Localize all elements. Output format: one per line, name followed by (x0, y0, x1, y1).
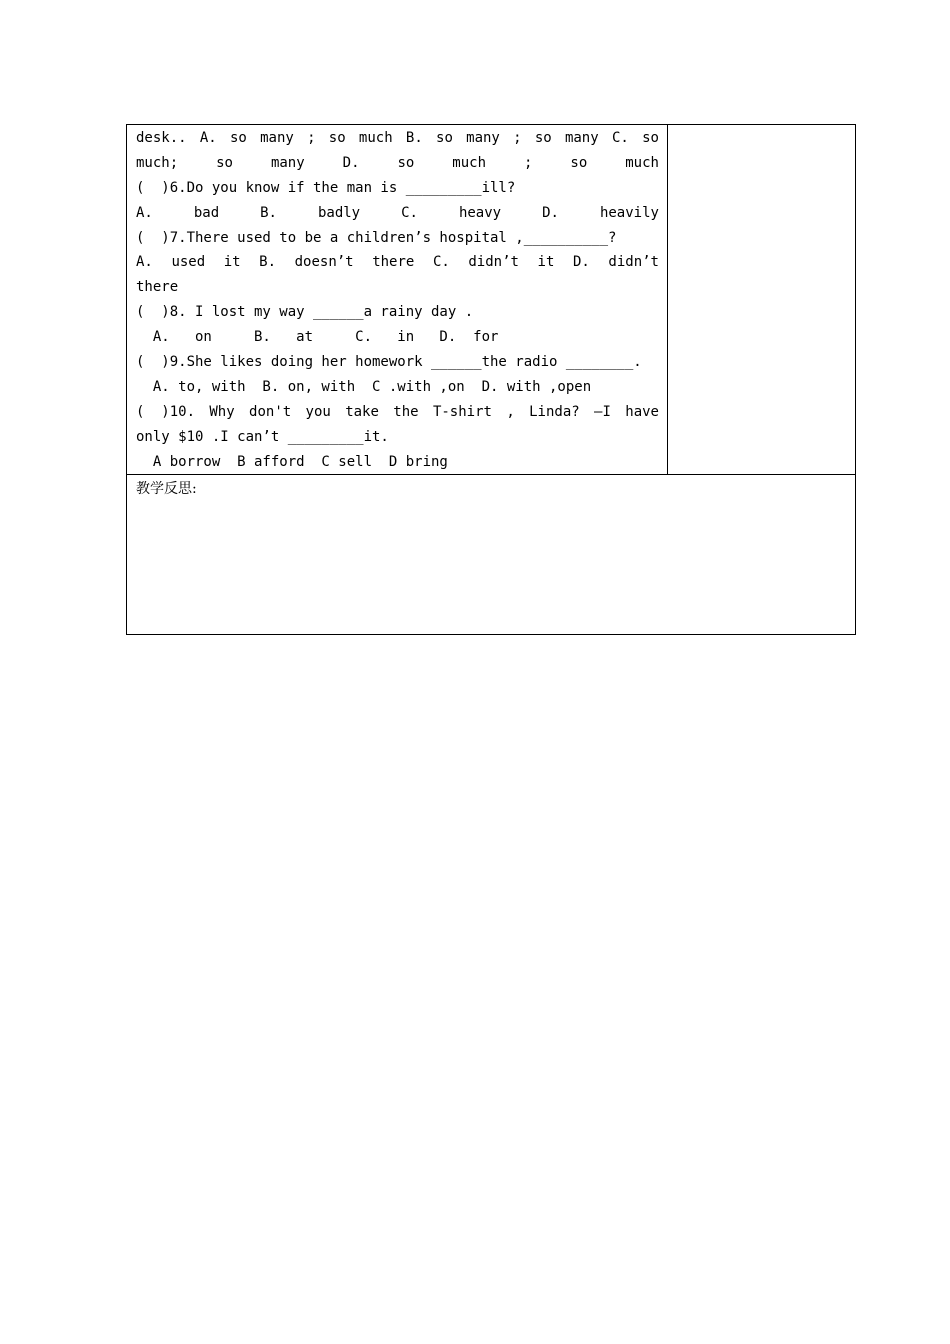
exercise-word: bad (193, 204, 220, 221)
exercise-word: D. (342, 154, 360, 171)
exercise-word: many (466, 130, 500, 146)
exercise-word: so (534, 130, 552, 146)
exercise-cell (127, 125, 668, 475)
exercise-word: don't (249, 403, 292, 420)
exercise-word: you (305, 403, 331, 420)
exercise-line: A. to, with B. on, with C .with ,on D. with ,open (136, 378, 592, 395)
notes-cell (668, 125, 856, 475)
reflection-row (127, 475, 856, 635)
reflection-label: 教学反思: (136, 481, 197, 498)
exercise-word: D. (542, 204, 559, 221)
exercise-word: B. (259, 254, 277, 271)
exercise-line: only $10 .I can’t _________it. (136, 428, 389, 445)
exercise-word: B. (405, 130, 423, 146)
exercise-word: Why (209, 403, 235, 420)
exercise-line (136, 250, 659, 275)
reflection-cell (127, 475, 856, 635)
exercise-word: it (223, 254, 241, 271)
exercise-word: it (537, 254, 555, 271)
exercise-word: –I (594, 403, 611, 420)
exercise-word: D. (572, 254, 590, 271)
exercise-word: much (452, 154, 487, 171)
exercise-word: so (570, 154, 588, 171)
exercise-word: ( )10. (136, 403, 196, 420)
exercise-line: ( )9.She likes doing her homework ______the radio ________. (136, 354, 642, 371)
exercise-word: many (260, 130, 294, 146)
exercise-word: so (328, 130, 346, 146)
exercise-word: there (372, 254, 415, 271)
exercise-word: heavily (599, 204, 659, 221)
exercise-word: badly (317, 204, 361, 221)
exercise-row (127, 125, 856, 475)
exercise-word: C. (432, 254, 450, 271)
exercise-line (136, 126, 659, 151)
exercise-word: many (270, 154, 305, 171)
exercise-word: so (397, 154, 415, 171)
exercise-word: used (171, 254, 206, 271)
exercise-word: much; (136, 154, 179, 171)
exercise-word: Linda? (529, 403, 580, 420)
exercise-word: A. (136, 254, 153, 271)
exercise-word: A. (199, 130, 217, 146)
exercise-word: much (358, 130, 393, 146)
exercise-word: C. (401, 204, 418, 221)
exercise-word: C. (611, 130, 629, 146)
exercise-word: T-shirt (432, 403, 492, 420)
exercise-word: heavy (458, 204, 502, 221)
exercise-line: ( )8. I lost my way ______a rainy day . (136, 304, 474, 321)
exercise-word: didn’t (468, 254, 519, 271)
exercise-word: ; (513, 130, 522, 146)
exercise-word: so (642, 130, 659, 146)
exercise-line (136, 151, 659, 176)
exercise-line: there (136, 279, 179, 296)
exercise-word: take (345, 403, 379, 420)
exercise-word: much (625, 154, 659, 171)
exercise-word: , (506, 403, 515, 420)
exercise-word: have (625, 403, 659, 420)
exercise-word: B. (260, 204, 277, 221)
exercise-word: so (436, 130, 453, 146)
exercise-word: so (216, 154, 233, 171)
exercise-word: many (564, 130, 599, 146)
lesson-table (126, 124, 856, 635)
exercise-word: ; (523, 154, 533, 171)
exercise-word: ; (307, 130, 316, 146)
exercise-line: A. on B. at C. in D. for (136, 329, 499, 346)
exercise-text (127, 125, 667, 474)
exercise-line: ( )7.There used to be a children’s hospital ,__________? (136, 229, 617, 246)
exercise-word: doesn’t (294, 254, 354, 271)
exercise-line: A borrow B afford C sell D bring (136, 453, 448, 470)
exercise-word: so (229, 130, 247, 146)
exercise-line: ( )6.Do you know if the man is _________ill? (136, 179, 516, 196)
exercise-line (136, 400, 659, 425)
exercise-word: didn’t (608, 254, 659, 271)
exercise-word: desk.. (136, 130, 187, 146)
exercise-word: A. (136, 204, 153, 221)
exercise-line (136, 201, 659, 226)
exercise-word: the (393, 403, 419, 420)
